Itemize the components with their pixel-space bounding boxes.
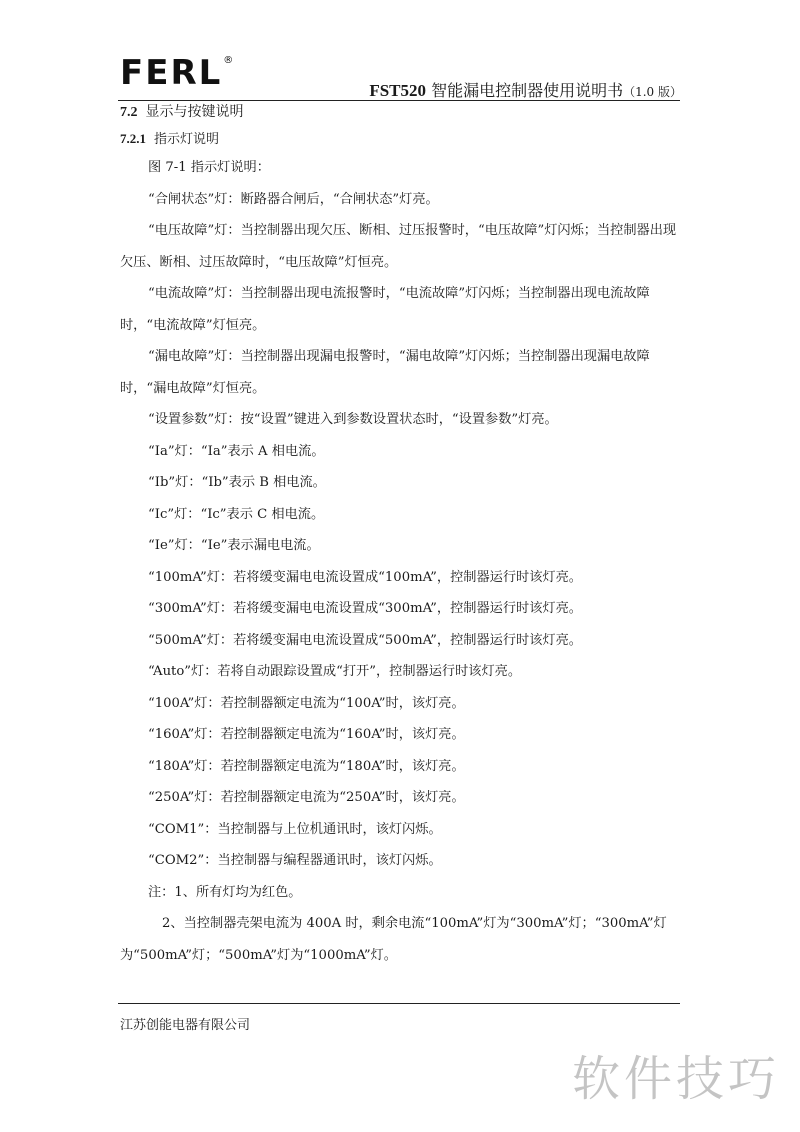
paragraph: “电流故障”灯：当控制器出现电流报警时，“电流故障”灯闪烁；当控制器出现电流故障时，“电流故障”灯恒亮。 [120,286,650,333]
paragraph: “Ic”灯：“Ic”表示 C 相电流。 [148,506,325,522]
registered-mark: ® [223,55,236,66]
paragraph: 图 7-1 指示灯说明： [148,160,270,175]
paragraph: “160A”灯：若控制器额定电流为“160A”时，该灯亮。 [148,727,465,742]
paragraph: “Ib”灯：“Ib”表示 B 相电流。 [148,475,326,490]
paragraph: “Auto”灯：若将自动跟踪设置成“打开”，控制器运行时该灯亮。 [148,664,522,679]
body-content [120,152,682,971]
document-title [369,78,682,101]
paragraph: “COM2”：当控制器与编程器通讯时，该灯闪烁。 [148,853,442,868]
subsection-heading [120,128,219,147]
paragraph: “100A”灯：若控制器额定电流为“100A”时，该灯亮。 [148,695,465,711]
logo-text: FERL [120,53,223,93]
paragraph: “COM1”：当控制器与上位机通讯时，该灯闪烁。 [148,821,442,837]
paragraph: “电压故障”灯：当控制器出现欠压、断相、过压报警时，“电压故障”灯闪烁；当控制器出现欠压、断相、过压故障时，“电压故障”灯恒亮。 [120,223,677,270]
version-label: （1.0 版） [623,85,682,99]
subsection-number: 7.2.1 [120,131,146,146]
paragraph: “Ie”灯：“Ie”表示漏电电流。 [148,538,320,553]
footer-company: 江苏创能电器有限公司 [120,1018,251,1033]
note: 2、当控制器壳架电流为 400A 时，剩余电流“100mA”灯为“300mA”灯；“300mA”灯为“500mA”灯；“500mA”灯为“1000mA”灯。 [120,916,667,963]
section-heading [120,101,244,121]
paragraph: “合闸状态”灯：断路器合闸后，“合闸状态”灯亮。 [148,191,439,207]
footer-divider [118,1003,680,1004]
paragraph: “180A”灯：若控制器额定电流为“180A”时，该灯亮。 [148,758,465,774]
section-title: 显示与按键说明 [145,104,244,120]
paragraph: “设置参数”灯：按“设置”键进入到参数设置状态时，“设置参数”灯亮。 [148,412,558,427]
paragraph: “500mA”灯：若将缓变漏电电流设置成“500mA”，控制器运行时该灯亮。 [148,632,582,648]
product-code: FST520 [369,81,426,100]
paragraph: “250A”灯：若控制器额定电流为“250A”时，该灯亮。 [148,790,465,805]
watermark: 软件技巧 [571,1051,780,1107]
note: 注：1、所有灯均为红色。 [148,884,302,900]
paragraph: “漏电故障”灯：当控制器出现漏电报警时，“漏电故障”灯闪烁；当控制器出现漏电故障时，“漏电故障”灯恒亮。 [120,349,650,396]
subsection-title: 指示灯说明 [154,132,220,147]
brand-logo [120,53,236,93]
paragraph: “300mA”灯：若将缓变漏电电流设置成“300mA”，控制器运行时该灯亮。 [148,601,582,616]
paragraph: “100mA”灯：若将缓变漏电电流设置成“100mA”，控制器运行时该灯亮。 [148,569,582,585]
paragraph: “Ia”灯：“Ia”表示 A 相电流。 [148,443,325,459]
title-text: 智能漏电控制器使用说明书 [426,81,624,100]
section-number: 7.2 [120,105,138,120]
